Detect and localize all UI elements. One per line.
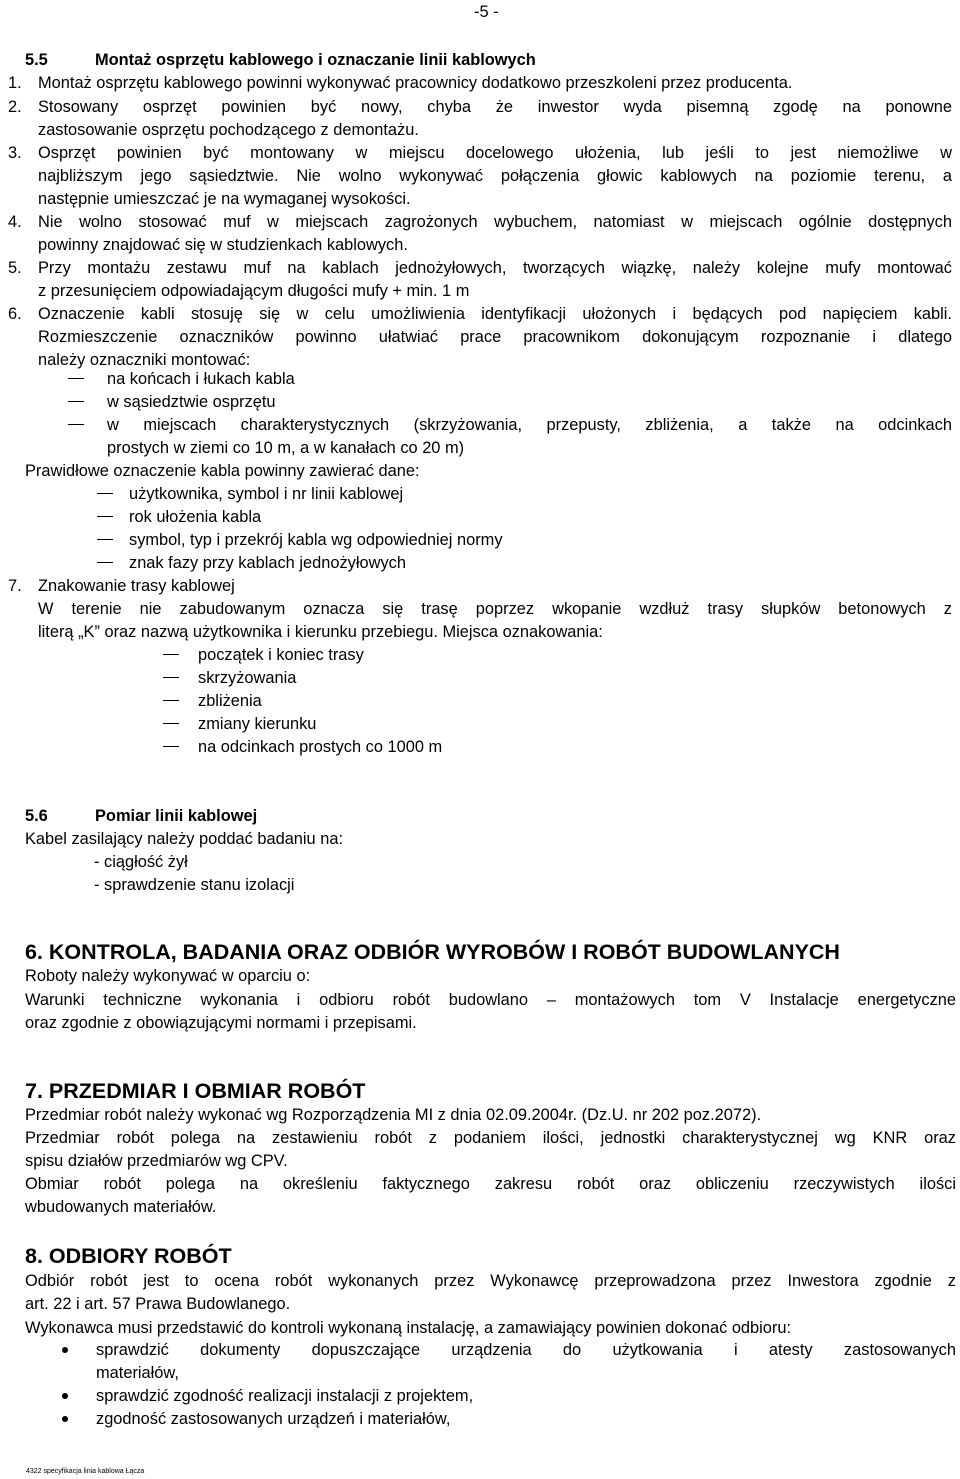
dash-bullet xyxy=(163,723,179,724)
list-item-text: na odcinkach prostych co 1000 m xyxy=(198,738,443,756)
paragraph: Obmiar robót polega na określeniu faktycznego zakresu robót oraz obliczeniu rzeczywistych ilości xyxy=(25,1175,956,1193)
chapter-heading: 7. PRZEDMIAR I OBMIAR ROBÓT xyxy=(25,1079,366,1103)
list-item-text: najbliższym jego sąsiedztwie. Nie wolno wykonywać połączenia głowic kablowych na poziomie terenu, a xyxy=(38,167,952,185)
paragraph: Roboty należy wykonywać w oparciu o: xyxy=(25,967,311,985)
dash-bullet xyxy=(163,654,179,655)
list-item-text: zgodność zastosowanych urządzeń i materiałów, xyxy=(96,1410,451,1428)
dash-bullet xyxy=(68,378,84,379)
list-item-text: początek i koniec trasy xyxy=(198,646,364,664)
list-number: 7. xyxy=(8,577,22,595)
list-item-text: sprawdzić zgodność realizacji instalacji z projektem, xyxy=(96,1387,474,1405)
list-number: 6. xyxy=(8,305,22,323)
list-item-text: Osprzęt powinien być montowany w miejscu docelowego ułożenia, lub jeśli to jest niemożliwe w xyxy=(38,144,952,162)
list-item-text: Montaż osprzętu kablowego powinni wykonywać pracownicy dodatkowo przeszkoleni przez producenta. xyxy=(38,74,793,92)
dash-bullet xyxy=(97,493,113,494)
dash-bullet xyxy=(163,677,179,678)
paragraph: oraz zgodnie z obowiązującymi normami i przepisami. xyxy=(25,1014,417,1032)
dash-bullet xyxy=(163,700,179,701)
section-title: Montaż osprzętu kablowego i oznaczanie linii kablowych xyxy=(95,51,536,69)
list-item-text: - ciągłość żył xyxy=(94,853,188,871)
list-item-text: prostych w ziemi co 10 m, a w kanałach co 20 m) xyxy=(107,439,465,457)
section-number: 5.6 xyxy=(25,807,48,825)
list-item-text: użytkownika, symbol i nr linii kablowej xyxy=(129,485,404,503)
paragraph: Przedmiar robót polega na zestawieniu robót z podaniem ilości, jednostki charakterystycznej wg KNR oraz xyxy=(25,1129,956,1147)
dash-bullet xyxy=(68,424,84,425)
list-number: 5. xyxy=(8,259,22,277)
list-number: 3. xyxy=(8,144,22,162)
list-item-text: Nie wolno stosować muf w miejscach zagrożonych wybuchem, natomiast w miejscach ogólnie dostępnych xyxy=(38,213,952,231)
list-item-text: rok ułożenia kabla xyxy=(129,508,262,526)
paragraph: W terenie nie zabudowanym oznacza się trasę poprzez wkopanie wzdłuż trasy słupków betonowych z xyxy=(38,600,952,618)
paragraph: literą „K” oraz nazwą użytkownika i kierunku przebiegu. Miejsca oznakowania: xyxy=(38,623,603,641)
paragraph: Przedmiar robót należy wykonać wg Rozporządzenia MI z dnia 02.09.2004r. (Dz.U. nr 202 poz.2072). xyxy=(25,1106,762,1124)
list-item-text: skrzyżowania xyxy=(198,669,297,687)
paragraph: Wykonawca musi przedstawić do kontroli wykonaną instalację, a zamawiający powinien dokonać odbioru: xyxy=(25,1319,792,1337)
footer-text: 4322 specyfikacja linia kablowa Łącza xyxy=(26,1468,145,1475)
list-item-text: z przesunięciem odpowiadającym długości mufy + min. 1 m xyxy=(38,282,470,300)
list-item-text: należy oznaczniki montować: xyxy=(38,351,251,369)
list-item-text: zmiany kierunku xyxy=(198,715,317,733)
dash-bullet xyxy=(97,516,113,517)
paragraph: Kabel zasilający należy poddać badaniu na: xyxy=(25,830,344,848)
chapter-heading: 8. ODBIORY ROBÓT xyxy=(25,1244,232,1268)
list-item-text: zastosowanie osprzętu pochodzącego z demontażu. xyxy=(38,121,419,139)
list-number: 4. xyxy=(8,213,22,231)
dash-bullet xyxy=(97,539,113,540)
list-item-text: znak fazy przy kablach jednożyłowych xyxy=(129,554,406,572)
list-item-text: powinny znajdować się w studzienkach kablowych. xyxy=(38,236,408,254)
list-item-text: w sąsiedztwie osprzętu xyxy=(107,393,276,411)
chapter-heading: 6. KONTROLA, BADANIA ORAZ ODBIÓR WYROBÓW I ROBÓT BUDOWLANYCH xyxy=(25,940,840,964)
list-item-text: Rozmieszczenie oznaczników powinno ułatwiać prace pracownikom dokonującym rozpoznanie i dlatego xyxy=(38,328,952,346)
dash-bullet xyxy=(163,746,179,747)
page-number: -5 - xyxy=(474,3,499,21)
list-item-text: - sprawdzenie stanu izolacji xyxy=(94,876,295,894)
paragraph: wbudowanych materiałów. xyxy=(25,1198,217,1216)
list-number: 2. xyxy=(8,98,22,116)
list-item-text: symbol, typ i przekrój kabla wg odpowiedniej normy xyxy=(129,531,503,549)
list-item-text: następnie umieszczać je na wymaganej wysokości. xyxy=(38,190,411,208)
section-title: Pomiar linii kablowej xyxy=(95,807,258,825)
list-item-text: zbliżenia xyxy=(198,692,262,710)
section-number: 5.5 xyxy=(25,51,48,69)
list-item-text: sprawdzić dokumenty dopuszczające urządzenia do użytkowania i atesty zastosowanych xyxy=(96,1341,956,1359)
bullet xyxy=(62,1347,68,1353)
list-item-text: Przy montażu zestawu muf na kablach jednożyłowych, tworzących wiązkę, należy kolejne mufy montować xyxy=(38,259,952,277)
list-item-text: w miejscach charakterystycznych (skrzyżowania, przepusty, zbliżenia, a także na odcinkach xyxy=(107,416,952,434)
dash-bullet xyxy=(97,562,113,563)
list-item-text: Stosowany osprzęt powinien być nowy, chyba że inwestor wyda pisemną zgodę na ponowne xyxy=(38,98,952,116)
bullet xyxy=(62,1393,68,1399)
bullet xyxy=(62,1416,68,1422)
paragraph: art. 22 i art. 57 Prawa Budowlanego. xyxy=(25,1295,291,1313)
paragraph: Odbiór robót jest to ocena robót wykonanych przez Wykonawcę przeprowadzona przez Inwestora zgodnie z xyxy=(25,1272,956,1290)
list-item-text: Znakowanie trasy kablowej xyxy=(38,577,235,595)
list-item-text: na końcach i łukach kabla xyxy=(107,370,295,388)
list-item-text: Oznaczenie kabli stosuję się w celu umożliwienia identyfikacji ułożonych i będących pod napięciem kabli. xyxy=(38,305,952,323)
paragraph: Prawidłowe oznaczenie kabla powinny zawierać dane: xyxy=(25,462,420,480)
list-item-text: materiałów, xyxy=(96,1364,179,1382)
list-number: 1. xyxy=(8,74,22,92)
dash-bullet xyxy=(68,401,84,402)
paragraph: Warunki techniczne wykonania i odbioru robót budowlano – montażowych tom V Instalacje energetyczne xyxy=(25,991,956,1009)
paragraph: spisu działów przedmiarów wg CPV. xyxy=(25,1152,288,1170)
